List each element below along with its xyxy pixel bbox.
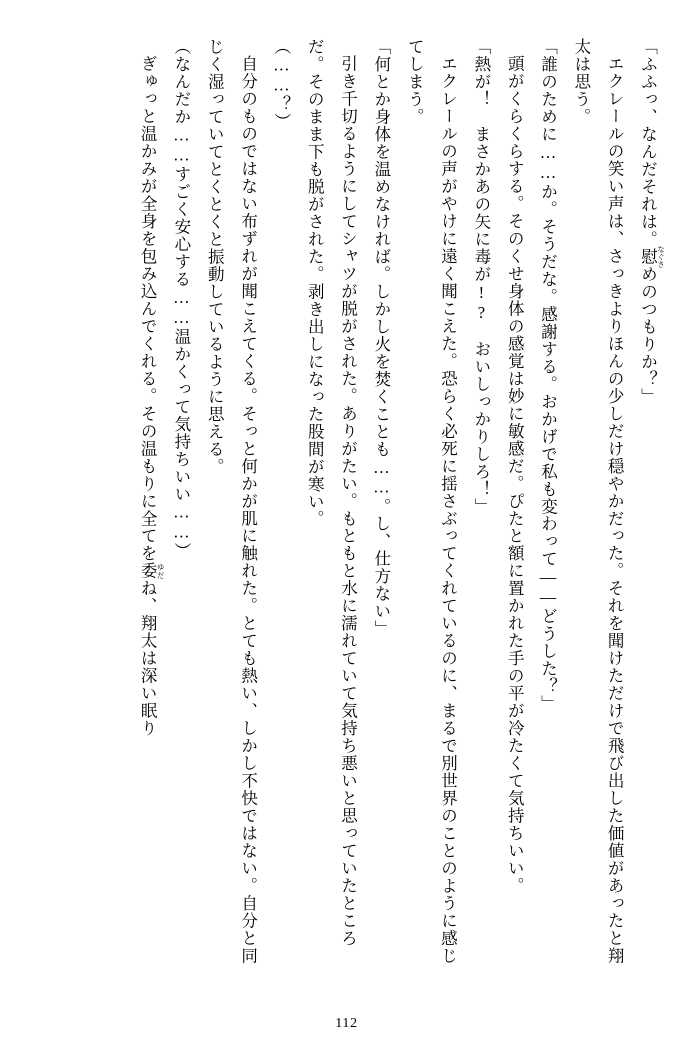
paragraph-8: 引き千切るようにしてシャツが脱がされた。ありがたい。もともと水に濡れていて気持ち悪いと思っていたところだ。そのまま下も脱がされた。剥き出しになった股間が寒い。 bbox=[305, 38, 358, 947]
paragraph-6: エクレールの声がやけに遠く聞こえた。恐らく必死に揺さぶってくれているのに、まるで別世界のことのように感じてしまう。 bbox=[405, 38, 458, 964]
paragraph-1: 「ふふっ、なんだそれは。慰 なぐさめのつもりか？」 bbox=[638, 38, 665, 406]
ruby-yuda: 委 ゆだ bbox=[138, 561, 166, 580]
vertical-text-body bbox=[34, 38, 665, 968]
ruby-nagusa: 慰 なぐさ bbox=[638, 245, 665, 268]
page-number: 112 bbox=[335, 1016, 358, 1031]
paragraph-11: （なんだか……すごく安心する……温かくって気持ちいい……） bbox=[171, 38, 191, 561]
paragraph-12: ぎゅっと温かみが全身を包み込んでくれる。その温もりに全てを委 ゆだね、翔太は深い眠り bbox=[138, 54, 166, 737]
paragraph-9: （……？） bbox=[271, 38, 291, 131]
paragraph-5: 「熱が！ まさかあの矢に毒が!? おいしっかりしろ！」 bbox=[471, 38, 491, 516]
paragraph-3: 「誰のために……か。そうだな。感謝する。おかげで私も変わって――どうした？」 bbox=[538, 38, 558, 713]
paragraph-10: 自分のものではない布ずれが聞こえてくる。そっと何かが肌に触れた。とても熱い、しかし不快ではない。自分と同じく湿っていてとくとくと振動しているように思える。 bbox=[205, 38, 258, 964]
paragraph-4: 頭がくらくらする。そのくせ身体の感覚は妙に敏感だ。ぴたと額に置かれた手の平が冷たくて気持ちいい。 bbox=[505, 54, 525, 895]
paragraph-2: エクレールの笑い声は、さっきよりほんの少しだけ穏やかだった。それを聞けただけで飛び出した価値があったと翔太は思う。 bbox=[571, 38, 625, 964]
paragraph-7: 「何とか身体を温めなければ。しかし火を焚くことも……。し、仕方ない」 bbox=[371, 38, 391, 638]
